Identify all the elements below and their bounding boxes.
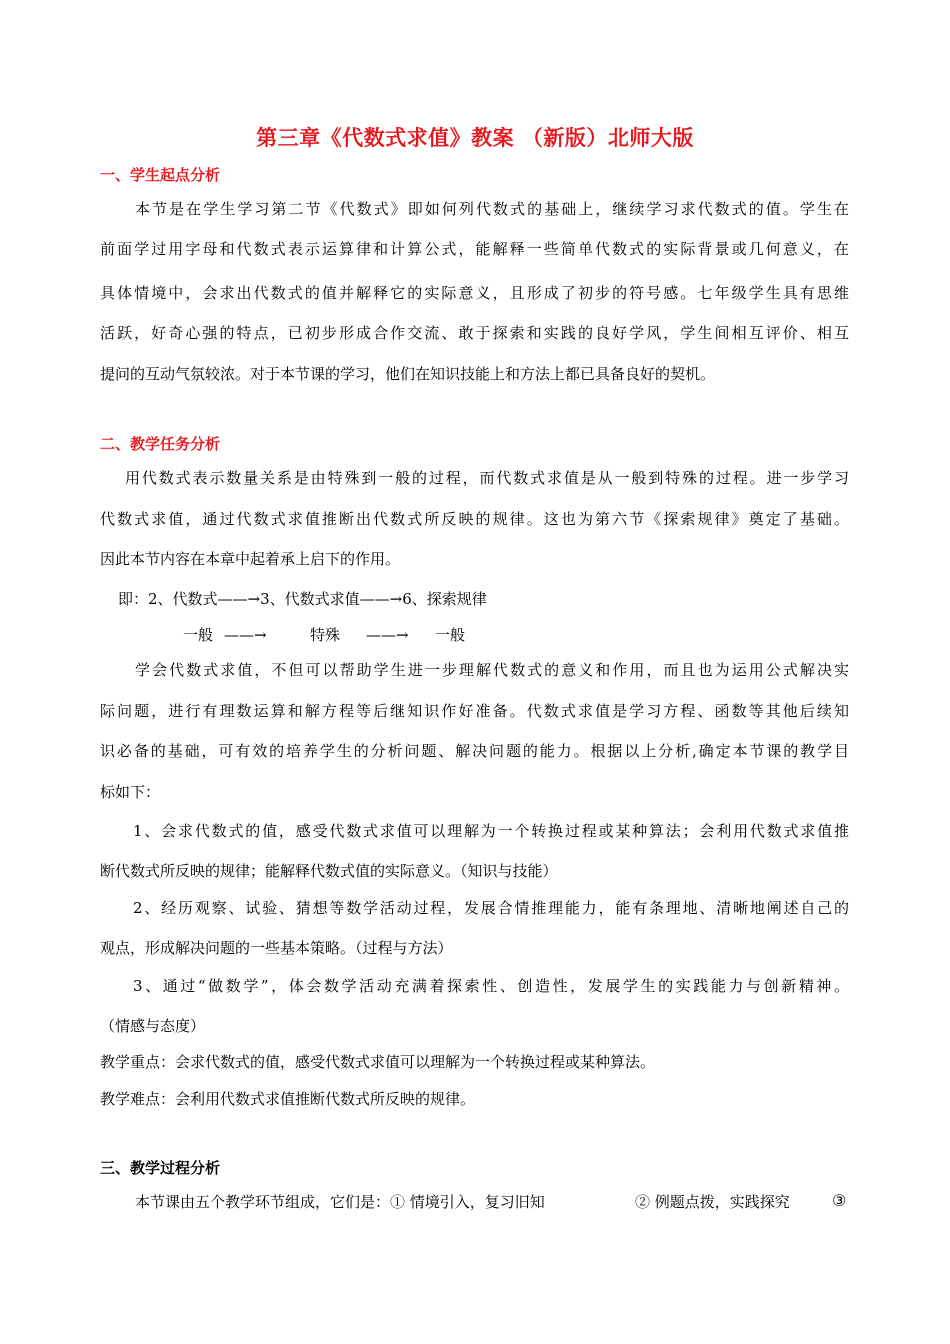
section3-heading: 三、教学过程分析 (100, 1159, 221, 1177)
section2-para2-line: 标如下： (100, 783, 161, 801)
flow-arrow-1: ——→ (224, 626, 267, 644)
section1-line: 具体情境中，会求出代数式的值并解释它的实际意义，且形成了初步的符号感。七年级学生具有思维 (100, 284, 849, 302)
flow-arrow-2: ——→ (366, 626, 409, 644)
flow-general-2: 一般 (435, 626, 466, 644)
section2-para2-line: 学会代数式求值，不但可以帮助学生进一步理解代数式的意义和作用，而且也为运用公式解决实 (135, 661, 849, 679)
flow-general-1: 一般 (183, 626, 214, 644)
flow-special: 特殊 (310, 626, 341, 644)
section3-line-c: ③ (832, 1191, 847, 1210)
flow-line-1: 即：2、代数式——→3、代数式求值——→6、探索规律 (118, 590, 487, 608)
section2-para2-line: 识必备的基础，可有效的培养学生的分析问题、解决问题的能力。根据以上分析,确定本节课的教学目 (100, 742, 849, 760)
teaching-difficulty: 教学难点：会利用代数式求值推断代数式所反映的规律。 (100, 1090, 476, 1108)
section2-para1-line: 因此本节内容在本章中起着承上启下的作用。 (100, 550, 401, 568)
goal-2-line: 2、经历观察、试验、猜想等数学活动过程，发展合情推理能力，能有条理地、清晰地阐述自己的 (133, 899, 849, 917)
goal-1-line: 1、会求代数式的值，感受代数式求值可以理解为一个转换过程或某种算法；会利用代数式求值推 (133, 822, 849, 840)
section1-line: 本节是在学生学习第二节《代数式》即如何列代数式的基础上，继续学习求代数式的值。学生在 (135, 200, 849, 218)
section1-line: 提问的互动气氛较浓。对于本节课的学习，他们在知识技能上和方法上都已具备良好的契机。 (100, 365, 716, 383)
goal-2-line: 观点，形成解决问题的一些基本策略。（过程与方法） (100, 939, 453, 957)
section3-line-b: ② 例题点拨，实践探究 (635, 1193, 790, 1211)
goal-3-line: （情感与态度） (100, 1017, 206, 1035)
goal-3-line: 3、通过“做数学”，体会数学活动充满着探索性、创造性，发展学生的实践能力与创新精神。 (133, 977, 849, 995)
teaching-key-point: 教学重点：会求代数式的值，感受代数式求值可以理解为一个转换过程或某种算法。 (100, 1053, 656, 1071)
section3-line-a: 本节课由五个教学环节组成，它们是：① 情境引入，复习旧知 (135, 1193, 545, 1211)
section2-para1-line: 代数式求值，通过代数式求值推断出代数式所反映的规律。这也为第六节《探索规律》奠定了基础。 (100, 510, 849, 528)
section2-para1-line: 用代数式表示数量关系是由特殊到一般的过程，而代数式求值是从一般到特殊的过程。进一步学习 (125, 469, 849, 487)
section1-line: 活跃，好奇心强的特点，已初步形成合作交流、敢于探索和实践的良好学风，学生间相互评价、相互 (100, 324, 849, 342)
section1-heading: 一、学生起点分析 (100, 166, 221, 184)
section2-heading: 二、教学任务分析 (100, 435, 221, 453)
section2-para2-line: 际问题，进行有理数运算和解方程等后继知识作好准备。代数式求值是学习方程、函数等其他后续知 (100, 702, 849, 720)
document-title: 第三章《代数式求值》教案 （新版）北师大版 (256, 126, 694, 150)
section1-line: 前面学过用字母和代数式表示运算律和计算公式，能解释一些简单代数式的实际背景或几何意义，在 (100, 240, 849, 258)
goal-1-line: 断代数式所反映的规律；能解释代数式值的实际意义。（知识与技能） (100, 862, 558, 880)
